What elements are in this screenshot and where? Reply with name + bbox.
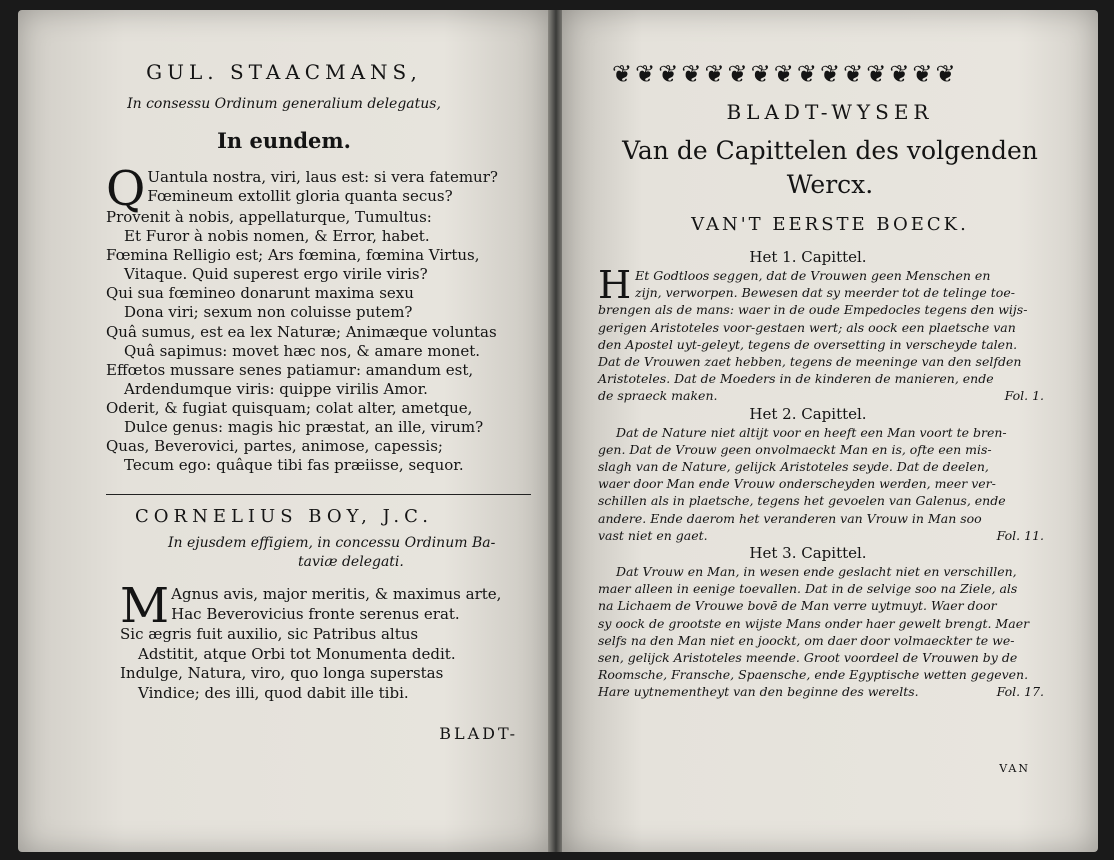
second-author-title: CORNELIUS BOY, J.C. xyxy=(135,506,433,527)
index-title: BLADT-WYSER xyxy=(726,100,934,124)
poem-line: Vitaque. Quid superest ergo virile viris? xyxy=(124,265,428,284)
poem-line: Adstitit, atque Orbi tot Monumenta dedit. xyxy=(138,644,456,663)
chapter-list xyxy=(598,248,1044,701)
chapter-line: schillen als in plaetsche, tegens het gevoelen van Galenus, ende xyxy=(598,493,1006,509)
chapter-line: den Apostel uyt-geleyt, tegens de oversetting in verscheyde talen. xyxy=(598,336,1018,352)
chapter-line: waer door Man ende Vrouw onderscheyden werden, meer ver- xyxy=(598,476,996,492)
chapter-line: andere. Ende daerom het veranderen van Vrouw in Man soo xyxy=(598,510,982,526)
chapter-line: slagh van de Nature, gelijck Aristoteles seyde. Dat de deelen, xyxy=(598,459,989,475)
chapter-line-text: de spraeck maken. xyxy=(598,388,718,404)
chapter-line: sy oock de grootste en wijste Mans onder haer gewelt brengt. Maer xyxy=(598,615,1030,631)
drop-capital: H xyxy=(598,263,632,307)
chapter-line: Roomsche, Fransche, Spaensche, ende Egyptische wetten gegeven. xyxy=(598,667,1029,683)
chapter-line: brengen als de mans: waer in de oude Empedocles tegens den wijs- xyxy=(598,302,1028,318)
section-divider xyxy=(106,494,531,495)
poem-line: Et Furor à nobis nomen, & Error, habet. xyxy=(124,227,430,246)
chapter-line: Aristoteles. Dat de Moeders in de kinderen de manieren, ende xyxy=(598,371,994,387)
poem-line: Quâ sapimus: movet hæc nos, & amare monet. xyxy=(124,341,481,360)
subtitle-line: In ejusdem effigiem, in concessu Ordinum Ba- xyxy=(168,535,496,551)
folio-reference: Fol. 17. xyxy=(996,684,1044,700)
catchword: BLADT- xyxy=(439,724,518,743)
poem-line: Indulge, Natura, viro, quo longa superstas xyxy=(120,664,444,682)
poem-author-title: GUL. STAACMANS, xyxy=(146,60,422,84)
chapter-line: zijn, verworpen. Bewesen dat sy meerder tot de telinge toe- xyxy=(635,285,1015,301)
left-page xyxy=(18,10,550,852)
poem-author-subtitle: In consessu Ordinum generalium delegatus, xyxy=(127,96,441,112)
heading-line: Van de Capittelen des volgenden xyxy=(622,136,1038,165)
chapter-line: Dat Vrouw en Man, in wesen ende geslacht niet en verschillen, xyxy=(616,564,1017,580)
drop-capital: M xyxy=(120,578,170,634)
poem-line: Tecum ego: quâque tibi fas præiisse, sequor. xyxy=(124,456,464,475)
chapter-line-text: vast niet en gaet. xyxy=(598,527,708,543)
chapter-line: sen, gelijck Aristoteles meende. Groot voordeel de Vrouwen by de xyxy=(598,650,1018,666)
poem-line: Vindice; des illi, quod dabit ille tibi. xyxy=(138,683,409,702)
right-page xyxy=(562,10,1098,852)
poem-line: Agnus avis, major meritis, & maximus arte, xyxy=(171,585,502,603)
chapter-line xyxy=(598,683,1044,700)
poem-one xyxy=(106,161,526,475)
chapter-line xyxy=(598,387,1044,404)
chapter-line: Dat de Nature niet altijt voor en heeft een Man voort te bren- xyxy=(616,424,1007,440)
poem-line: Ardendumque viris: quippe virilis Amor. xyxy=(124,379,428,398)
second-author-subtitle xyxy=(168,534,508,572)
chapter-line: maer alleen in eenige toevallen. Dat in de selvige soo na Ziele, als xyxy=(598,581,1018,597)
chapter-heading: Het 3. Capittel. xyxy=(749,544,867,563)
chapter-line-text: Hare uytnementheyt van den beginne des werelts. xyxy=(598,684,919,700)
chapter-line xyxy=(598,527,1044,544)
poem-line: Uantula nostra, viri, laus est: si vera fatemur? xyxy=(147,168,498,186)
poem-line: Provenit à nobis, appellaturque, Tumultus: xyxy=(106,208,432,226)
poem-line: Dona viri; sexum non coluisse putem? xyxy=(124,303,413,322)
poem-line: Qui sua fœmineo donarunt maxima sexu xyxy=(106,284,414,303)
poem-line: Oderit, & fugiat quisquam; colat alter, ametque, xyxy=(106,398,473,417)
fleuron-ornament-band: ❦❦❦❦❦❦❦❦❦❦❦❦❦❦❦ xyxy=(612,60,959,88)
poem-two xyxy=(120,578,540,703)
chapter-line: gen. Dat de Vrouw geen onvolmaeckt Man en is, ofte een mis- xyxy=(598,441,992,457)
folio-reference: Fol. 11. xyxy=(996,527,1044,543)
poem-line: Sic ægris fuit auxilio, sic Patribus altus xyxy=(120,625,419,643)
chapter-heading: Het 2. Capittel. xyxy=(749,404,867,423)
heading-line: Wercx. xyxy=(786,170,874,199)
subtitle-line: taviæ delegati. xyxy=(298,554,404,570)
poem-line: Hac Beverovicius fronte serenus erat. xyxy=(171,604,460,623)
chapter-line: gerigen Aristoteles voor-gestaen wert; als oock een plaetsche van xyxy=(598,319,1016,335)
drop-capital: Q xyxy=(106,161,146,217)
chapter-heading: Het 1. Capittel. xyxy=(749,248,867,266)
poem-line: Quas, Beverovici, partes, animose, capessis; xyxy=(106,437,443,456)
chapter-line: na Lichaem de Vrouwe bovē de Man verre uytmuyt. Waer door xyxy=(598,598,997,614)
folio-reference: Fol. 1. xyxy=(1004,388,1044,404)
poem-line: Quâ sumus, est ea lex Naturæ; Animæque voluntas xyxy=(106,322,497,341)
poem-line: Effœtos mussare senes patiamur: amandum est, xyxy=(106,360,474,379)
poem-line: Fœmina Relligio est; Ars fœmina, fœmina Virtus, xyxy=(106,246,480,265)
catchword: VAN xyxy=(999,762,1030,775)
poem-heading: In eundem. xyxy=(217,128,351,153)
index-heading xyxy=(562,134,1098,202)
chapter-line: Dat de Vrouwen zaet hebben, tegens de meeninge van den selfden xyxy=(598,354,1022,370)
book-heading: VAN'T EERSTE BOECK. xyxy=(691,214,969,235)
chapter-line: selfs na den Man niet en joockt, om daer door volmaeckter te we- xyxy=(598,632,1015,648)
poem-line: Fœmineum extollit gloria quanta secus? xyxy=(147,187,453,206)
poem-line: Dulce genus: magis hic præstat, an ille, virum? xyxy=(124,418,484,437)
chapter-line: Et Godtloos seggen, dat de Vrouwen geen Menschen en xyxy=(635,268,991,283)
